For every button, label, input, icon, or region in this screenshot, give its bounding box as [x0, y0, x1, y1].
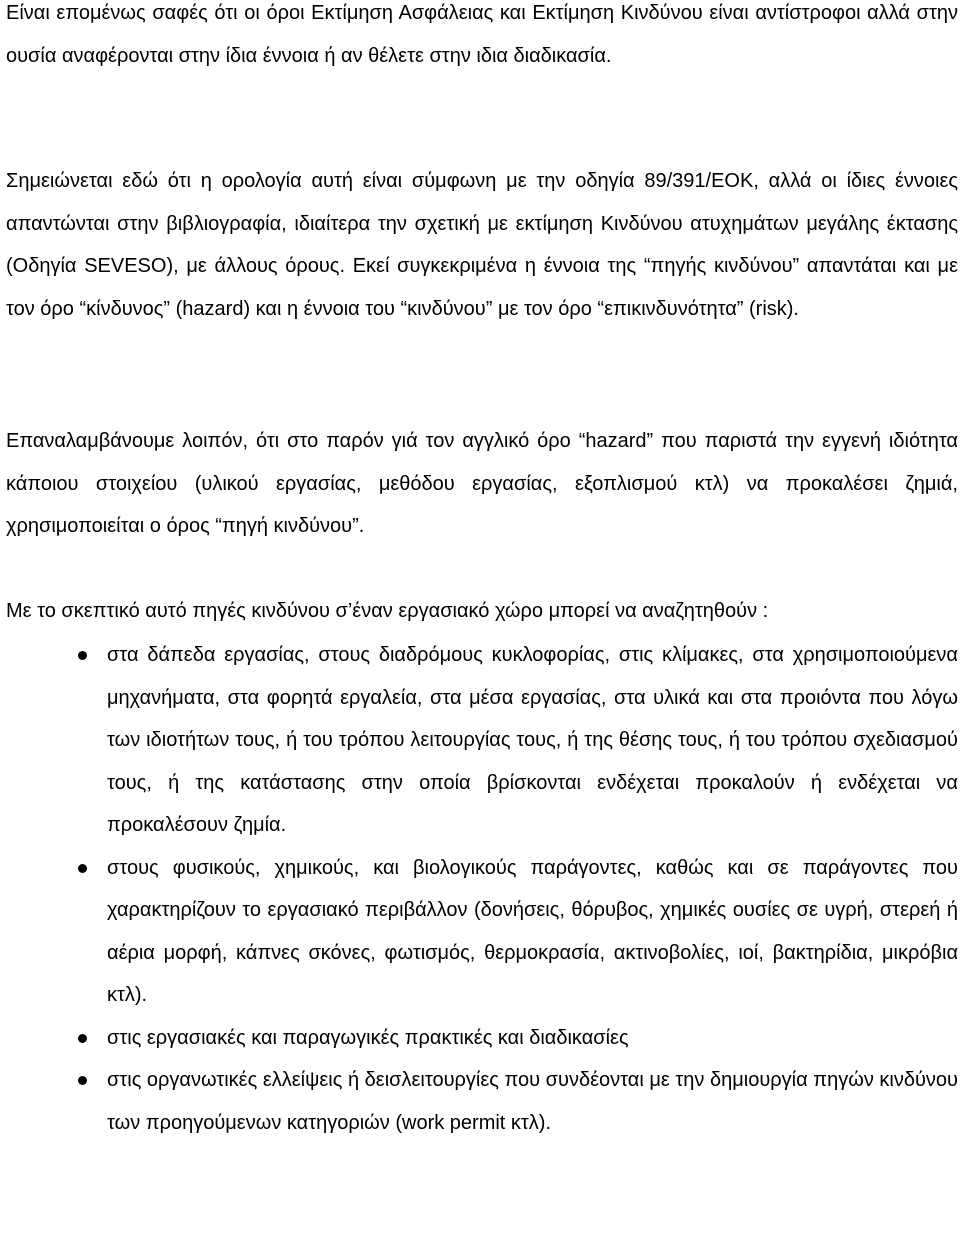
bullet-list — [0, 634, 960, 1144]
list-item — [0, 634, 960, 847]
bullet-icon — [78, 864, 87, 873]
list-item — [0, 847, 960, 1017]
bullet-icon — [78, 1076, 87, 1085]
paragraph-1: Είναι επομένως σαφές ότι οι όροι Εκτίμηση Ασφάλειας και Εκτίμηση Κινδύνου είναι αντίστροφοι αλλά στην ουσία αναφέρονται στην ίδια έννοια ή αν θέλετε στην ιδια διαδικασία. — [6, 2, 958, 67]
list-item-text: στους φυσικούς, χημικούς, και βιολογικούς παράγοντες, καθώς και σε παράγοντες που χαρακτηρίζουν το εργασιακό περιβάλλον (δονήσεις, θόρυβος, χημικές ουσίες σε υγρή, στερεή ή αέρια μορφή, κάπνες σκόνες, φωτισμός, θερμοκρασία, ακτινοβολίες, ιοί, βακτηρίδια, μικρόβια κτλ). — [107, 856, 958, 1006]
paragraph-2: Σημειώνεται εδώ ότι η ορολογία αυτή είναι σύμφωνη με την οδηγία 89/391/ΕΟΚ, αλλά οι ίδιες έννοιες απαντώνται στην βιβλιογραφία, ιδιαίτερα την σχετική με εκτίμηση Κινδύνου ατυχημάτων μεγάλης έκτασης (Οδηγία SEVESO), με άλλους όρους. Εκεί συγκεκριμένα η έννοια της “πηγής κινδύνου” απαντάται και με τον όρο “κίνδυνος” (hazard) και η έννοια του “κινδύνου” με τον όρο “επικινδυνότητα” (risk). — [6, 170, 958, 320]
list-item-text: στις οργανωτικές ελλείψεις ή δεισλειτουργίες που συνδέονται με την δημιουργία πηγών κινδύνου των προηγούμενων κατηγοριών (work permit κτλ). — [107, 1069, 958, 1134]
bullet-icon — [78, 651, 87, 660]
list-item-text: στα δάπεδα εργασίας, στους διαδρόμους κυκλοφορίας, στις κλίμακες, στα χρησιμοποιούμενα μηχανήματα, στα φορητά εργαλεία, στα μέσα εργασίας, στα υλικά και στα προιόντα που λόγω των ιδιοτήτων τους, ή του τρόπου λειτουργίας τους, ή της θέσης τους, ή του τρόπου σχεδιασμού τους, ή της κατάστασης στην οποία βρίσκονται ενδέχεται προκαλούν ή ενδέχεται να προκαλέσουν ζημία. — [107, 644, 958, 836]
list-item-text: στις εργασιακές και παραγωγικές πρακτικές και διαδικασίες — [107, 1026, 629, 1049]
paragraph-3: Επαναλαμβάνουμε λοιπόν, ότι στο παρόν γιά τον αγγλικό όρο “hazard” που παριστά την εγγενή ιδιότητα κάποιου στοιχείου (υλικού εργασίας, μεθόδου εργασίας, εξοπλισμού κτλ) να προκαλέσει ζημιά, χρησιμοποιείται ο όρος “πηγή κινδύνου”. — [6, 430, 958, 537]
paragraph-4: Με το σκεπτικό αυτό πηγές κινδύνου σ’έναν εργασιακό χώρο μπορεί να αναζητηθούν : — [6, 600, 769, 622]
bullet-icon — [78, 1034, 87, 1043]
list-item — [0, 1017, 960, 1060]
list-item — [0, 1059, 960, 1144]
